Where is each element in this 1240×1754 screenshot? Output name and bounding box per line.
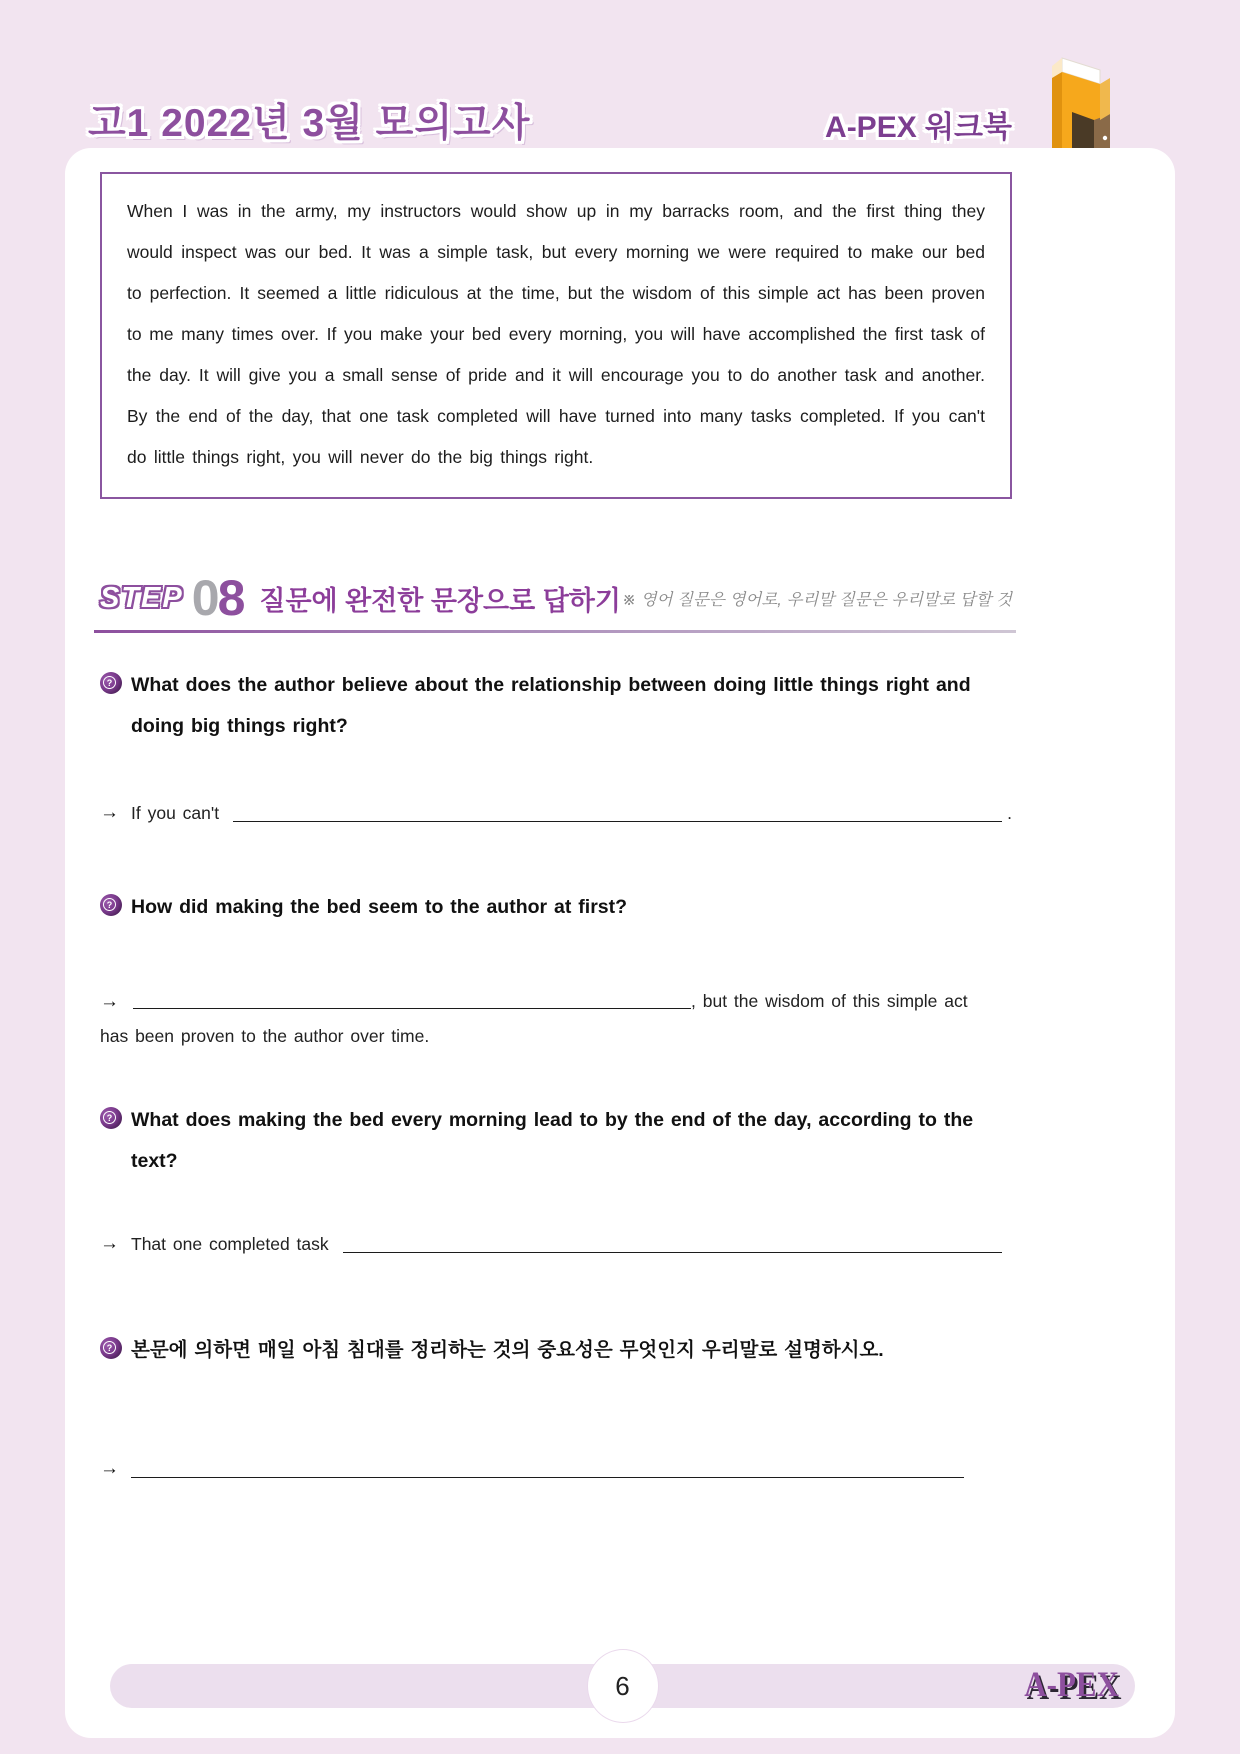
page-title: 고1 2022년 3월 모의고사 (88, 102, 531, 145)
question-block-1 (100, 665, 1025, 747)
passage-box (100, 172, 1012, 499)
question-block-4 (100, 1330, 1025, 1371)
answer-row-2 (100, 984, 1014, 1054)
page-number: 6 (615, 1670, 630, 1701)
question-icon (100, 672, 122, 694)
arrow-icon: → (100, 1233, 119, 1254)
answer-blank (131, 1477, 964, 1478)
answer-suffix: , but the wisdom of this simple act (691, 991, 968, 1011)
step-number: 08 (191, 570, 244, 626)
answer-row-3 (100, 1232, 1012, 1256)
page-number-badge (587, 1649, 659, 1723)
answer-blank (133, 989, 691, 1009)
question-icon-glyph: ? (103, 676, 116, 689)
question-icon (100, 894, 122, 916)
step-title: 질문에 완전한 문장으로 답하기 (259, 585, 621, 616)
question-icon-glyph: ? (103, 1341, 116, 1354)
question-text: What does the author believe about the relationship between doing little things right and doing big things right? (131, 674, 971, 737)
workbook-badge: A-PEX 워크북 (825, 111, 1012, 144)
question-text: 본문에 의하면 매일 아침 침대를 정리하는 것의 중요성은 무엇인지 우리말로 설명하시오. (131, 1339, 884, 1361)
question-block-2 (100, 887, 1025, 928)
footer-bar (110, 1664, 1135, 1708)
question-icon-glyph: ? (103, 1111, 116, 1124)
question-icon-glyph: ? (103, 898, 116, 911)
passage-text: When I was in the army, my instructors would show up in my barracks room, and the first thing they would inspect was our bed. It was a simple task, but every morning we were required to make our bed to perfection. It seemed a little ridiculous at the time, but the wisdom of this simple act has been proven to me many times over. If you make your bed every morning, you will have accomplished the first task of the day. It will give you a small sense of pride and it will encourage you to do another task and another. By the end of the day, that one task completed will have turned into many tasks completed. If you can't do little things right, you will never do the big things right. (127, 201, 985, 467)
question-icon (100, 1337, 122, 1359)
answer-prefix: If you can't (131, 803, 220, 823)
answer-suffix: . (1007, 803, 1012, 823)
apex-logo: A-PEX (1024, 1663, 1119, 1705)
question-block-3 (100, 1100, 1025, 1182)
answer-blank (343, 1252, 1002, 1253)
step-heading (100, 570, 1012, 626)
step-note: ※ 영어 질문은 영어로, 우리말 질문은 우리말로 답할 것 (622, 591, 1012, 609)
question-text: How did making the bed seem to the author at first? (131, 896, 628, 918)
answer-continuation: has been proven to the author over time. (100, 1026, 430, 1046)
question-text: What does making the bed every morning lead to by the end of the day, according to the text? (131, 1109, 974, 1172)
content-card (65, 148, 1175, 1738)
page-header (0, 0, 1240, 148)
answer-blank (233, 821, 1002, 822)
arrow-icon: → (100, 802, 119, 823)
arrow-icon: → (100, 1458, 119, 1479)
answer-row-4 (100, 1457, 1012, 1481)
question-icon (100, 1107, 122, 1129)
answer-row-1 (100, 801, 1012, 825)
step-word: STEP (100, 581, 184, 614)
arrow-icon: → (100, 991, 119, 1012)
answer-prefix: That one completed task (131, 1234, 329, 1254)
